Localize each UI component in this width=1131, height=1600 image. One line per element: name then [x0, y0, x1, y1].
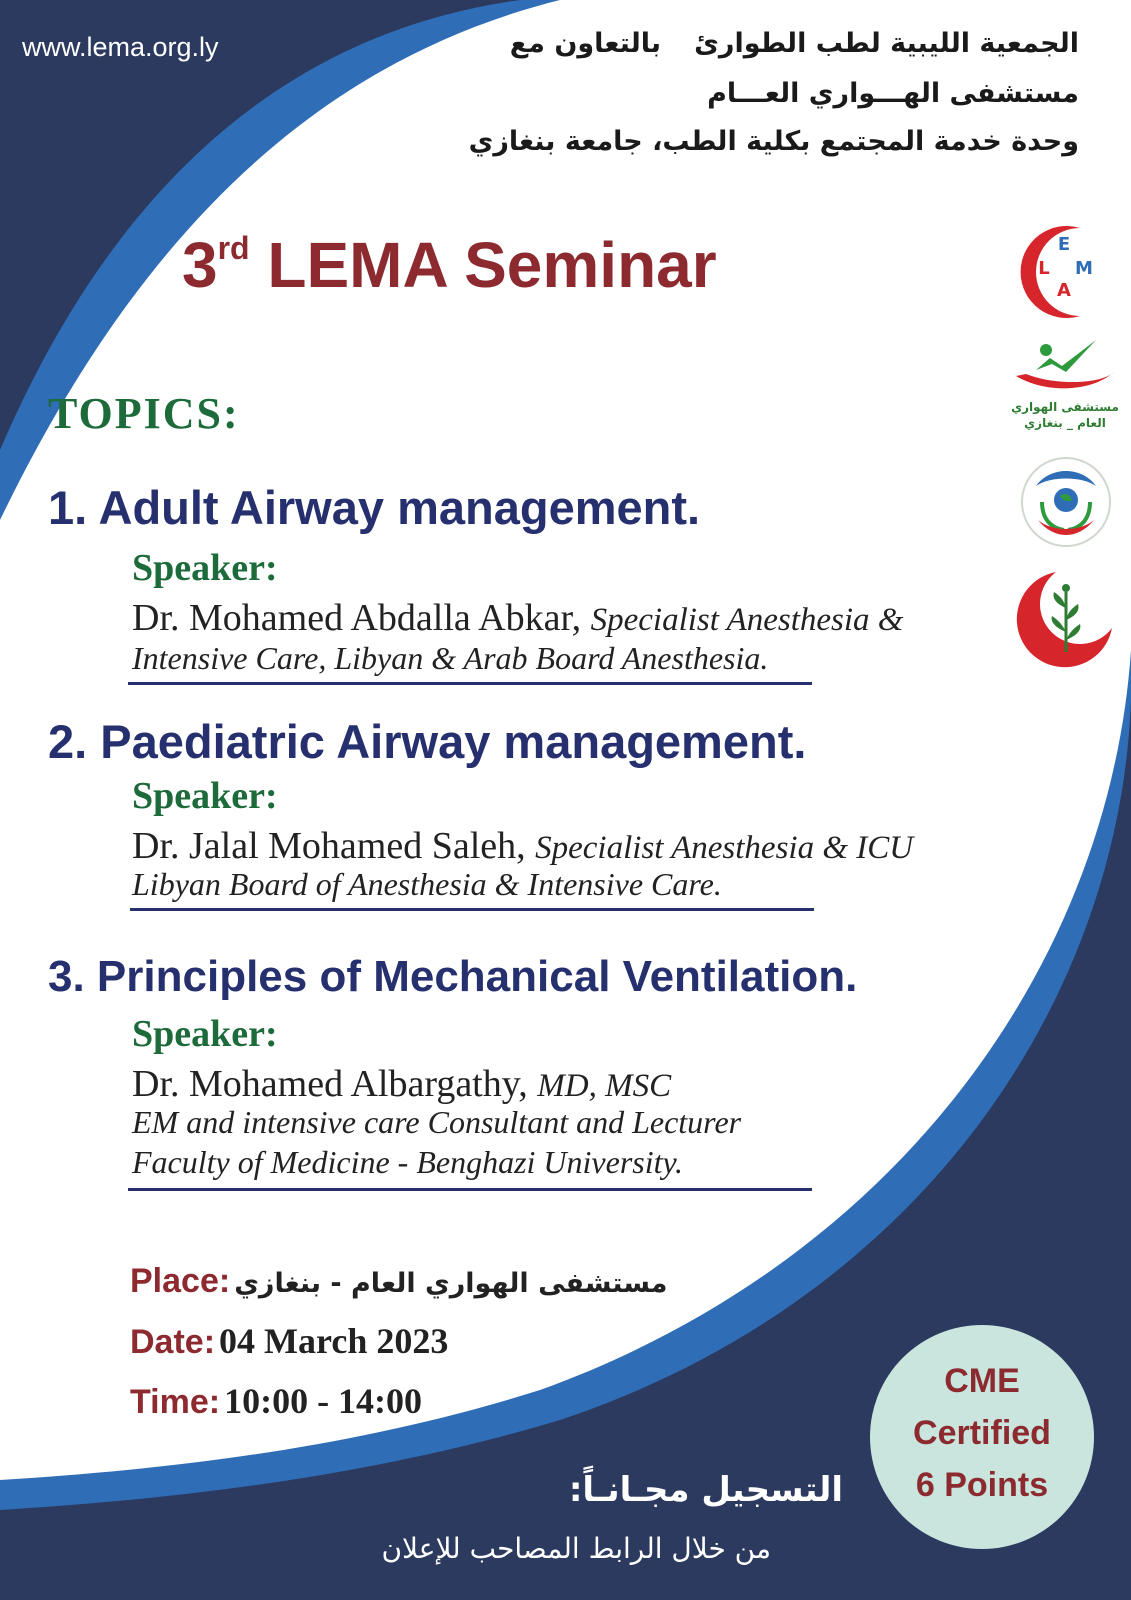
topic-3-speaker-title: MD, MSC: [537, 1068, 672, 1104]
topic-2-credentials: Libyan Board of Anesthesia & Intensive Care.: [132, 866, 722, 902]
lema-logo: [1020, 222, 1108, 322]
hawari-text-line2: العام _ بنغازي: [1024, 416, 1106, 430]
topic-3-credentials-line2: Faculty of Medicine - Benghazi University.: [132, 1144, 683, 1180]
topic-1-divider: [128, 682, 812, 685]
title-ordinal-suffix: rd: [217, 229, 250, 266]
website-url[interactable]: www.lema.org.ly: [22, 32, 219, 62]
lema-letter-a: A: [1057, 280, 1071, 301]
date-value: 04 March 2023: [219, 1321, 449, 1361]
topic-2-speaker-title: Specialist Anesthesia & ICU: [535, 830, 914, 866]
title-number: 3: [182, 229, 218, 301]
hawari-emblem-icon: [1006, 336, 1124, 394]
topic-1-title: 1. Adult Airway management.: [48, 481, 701, 534]
header-hospital: مستشفى الهـــواري العـــام: [707, 78, 1079, 109]
topic-2-divider: [130, 908, 814, 911]
topic-1-speaker: [132, 596, 903, 640]
time-value: 10:00 - 14:00: [224, 1381, 423, 1421]
topic-3-speaker: [132, 1062, 671, 1106]
topic-1-speaker-name: Dr. Mohamed Abdalla Abkar,: [132, 597, 582, 639]
date-label: Date:: [130, 1323, 216, 1361]
time-row: [130, 1380, 422, 1422]
cme-line1: CME: [944, 1362, 1020, 1400]
header-association: الجمعية الليبية لطب الطوارئ: [694, 28, 1079, 59]
seminar-title: [182, 228, 717, 302]
registration-link-note[interactable]: من خلال الرابط المصاحب للإعلان: [381, 1532, 771, 1565]
cme-line2: Certified: [913, 1414, 1051, 1452]
header-university-unit: وحدة خدمة المجتمع بكلية الطب، جامعة بنغازي: [468, 126, 1079, 157]
lema-letter-l: L: [1038, 258, 1050, 279]
community-service-logo: [1020, 456, 1112, 548]
topic-2-speaker-name: Dr. Jalal Mohamed Saleh,: [132, 825, 526, 867]
header-collaboration: بالتعاون مع: [509, 28, 661, 59]
title-text: LEMA Seminar: [267, 229, 717, 301]
topic-3-title: 3. Principles of Mechanical Ventilation.: [48, 952, 858, 1001]
topic-3-speaker-label: Speaker:: [132, 1013, 278, 1055]
topic-3-credentials-line1: EM and intensive care Consultant and Lecturer: [132, 1104, 742, 1140]
topic-2-title: 2. Paediatric Airway management.: [48, 715, 807, 768]
time-label: Time:: [130, 1383, 221, 1421]
place-row: [130, 1262, 668, 1301]
topic-2-speaker-label: Speaker:: [132, 775, 278, 817]
topic-3-speaker-name: Dr. Mohamed Albargathy,: [132, 1063, 528, 1105]
lema-letter-m: M: [1075, 258, 1093, 279]
topic-1-credentials: Intensive Care, Libyan & Arab Board Anesthesia.: [132, 640, 769, 676]
place-value: مستشفى الهواري العام - بنغازي: [234, 1268, 668, 1299]
benghazi-medicine-faculty-logo: [1016, 568, 1116, 668]
place-label: Place:: [130, 1262, 231, 1300]
lema-letter-e: E: [1057, 234, 1071, 255]
topic-2-speaker: [132, 824, 913, 868]
cme-line3: 6 Points: [915, 1466, 1049, 1504]
date-row: [130, 1320, 448, 1362]
topics-heading: TOPICS:: [48, 389, 240, 438]
registration-heading: التسجيل مجـانـاً:: [568, 1470, 843, 1510]
hawari-text-line1: مستشفى الهواري: [1011, 400, 1119, 414]
topic-1-speaker-title: Specialist Anesthesia &: [590, 602, 904, 638]
topic-3-divider: [128, 1188, 812, 1191]
hawari-hospital-logo: [1006, 336, 1124, 436]
topic-1-speaker-label: Speaker:: [132, 547, 278, 589]
cme-badge: [870, 1325, 1094, 1549]
